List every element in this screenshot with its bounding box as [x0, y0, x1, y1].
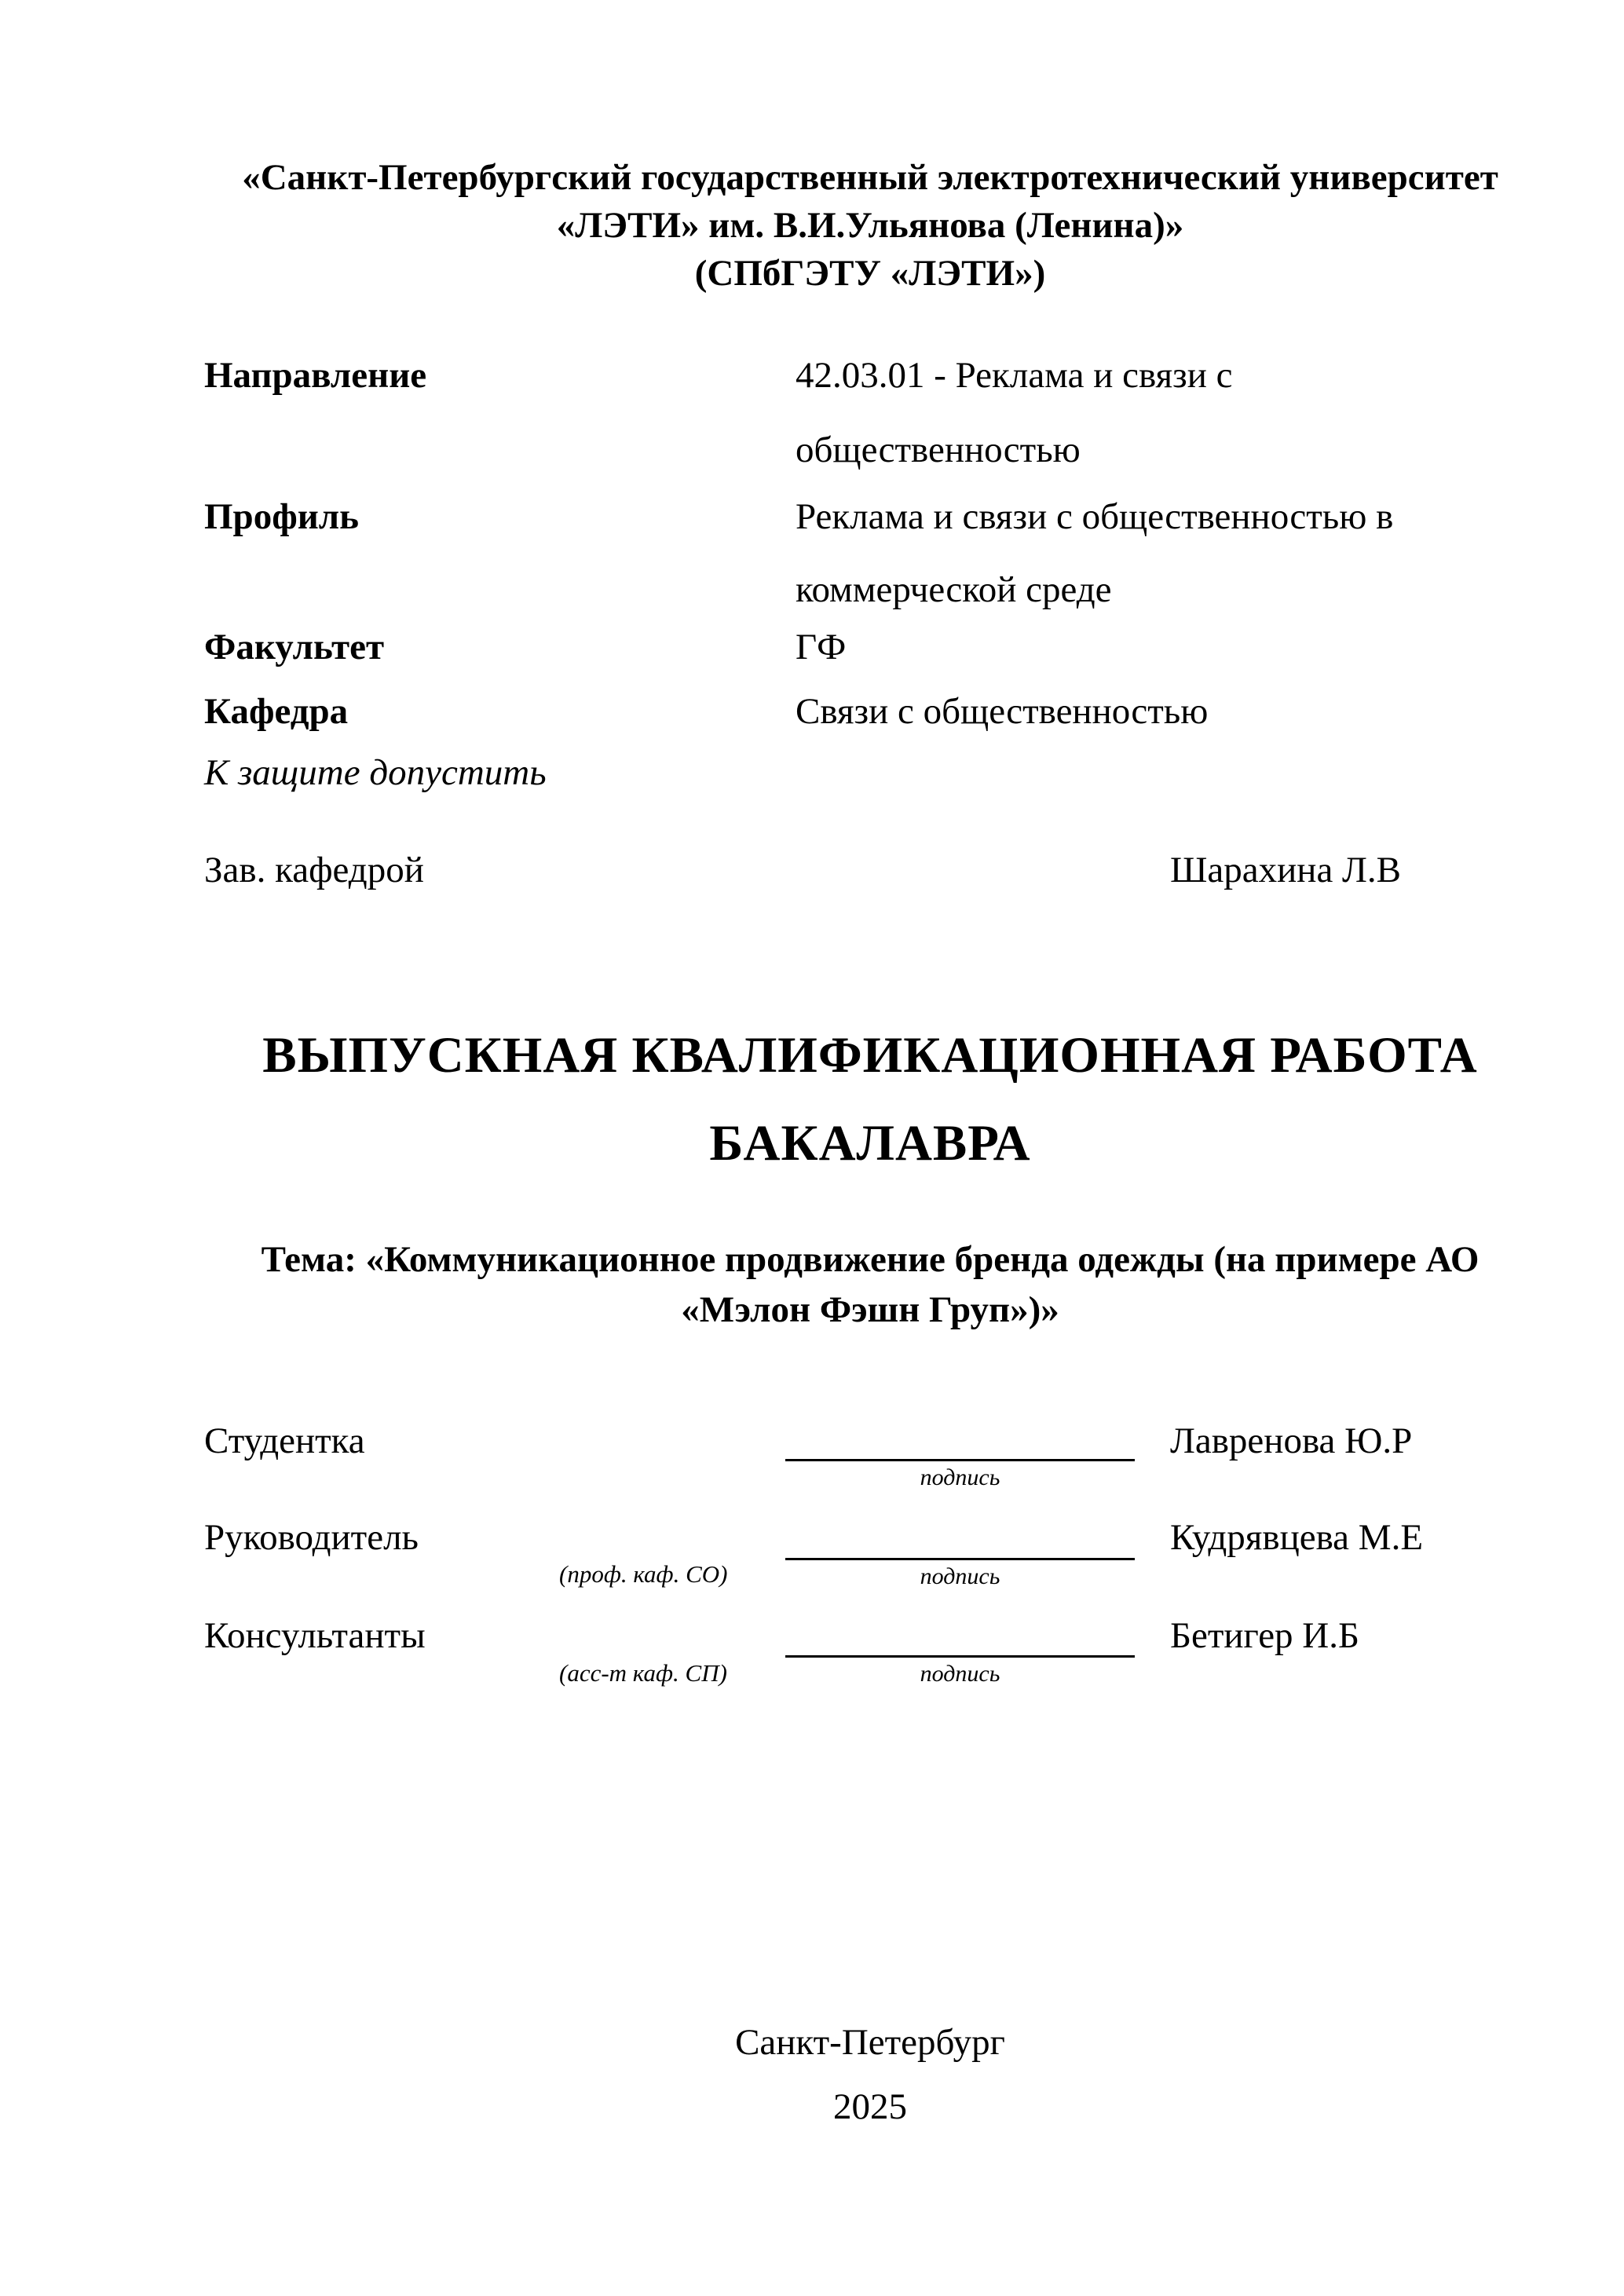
main-title-line1: ВЫПУСКНАЯ КВАЛИФИКАЦИОННАЯ РАБОТА: [262, 1027, 1478, 1084]
footer: [204, 2010, 1536, 2139]
supervisor-signature-line: [785, 1558, 1135, 1560]
student-signature-caption: подпись: [920, 1464, 1000, 1490]
university-name-line1: «Санкт-Петербургский государственный электротехнический университет: [242, 157, 1498, 198]
consultant-subrole: (асс-т каф. СП): [559, 1659, 727, 1687]
direction-value-line1: 42.03.01 - Реклама и связи с: [796, 355, 1233, 396]
topic: [204, 1234, 1536, 1335]
consultant-signature-line: [785, 1655, 1135, 1658]
profile-value-line1: Реклама и связи с общественностью в: [796, 496, 1394, 537]
department-head-label: Зав. кафедрой: [204, 850, 424, 890]
university-header: [204, 154, 1536, 298]
topic-line2: «Мэлон Фэшн Груп»)»: [681, 1289, 1059, 1330]
faculty-label: Факультет: [204, 627, 385, 667]
student-role-label: Студентка: [204, 1420, 365, 1461]
footer-city: Санкт-Петербург: [735, 2022, 1005, 2063]
main-title-line2: БАКАЛАВРА: [709, 1115, 1031, 1172]
footer-year: 2025: [833, 2086, 907, 2127]
consultant-role-label: Консультанты: [204, 1615, 426, 1656]
university-name-line2: «ЛЭТИ» им. В.И.Ульянова (Ленина)»: [556, 205, 1184, 246]
profile-value-line2: коммерческой среде: [796, 569, 1112, 610]
direction-label: Направление: [204, 355, 427, 396]
consultant-name: Бетигер И.Б: [1170, 1615, 1359, 1656]
topic-line1: Тема: «Коммуникационное продвижение бренда одежды (на примере АО: [261, 1239, 1480, 1280]
direction-value-line2: общественностью: [796, 430, 1081, 470]
student-signature-line: [785, 1459, 1135, 1461]
supervisor-signature-caption: подпись: [920, 1563, 1000, 1589]
student-name: Лавренова Ю.Р: [1170, 1420, 1413, 1461]
department-head-name: Шарахина Л.В: [1170, 850, 1402, 890]
profile-label: Профиль: [204, 496, 360, 537]
faculty-value: ГФ: [796, 627, 847, 667]
department-value: Связи с общественностью: [796, 691, 1209, 732]
consultant-signature-caption: подпись: [920, 1661, 1000, 1687]
supervisor-name: Кудрявцева М.Е: [1170, 1517, 1424, 1558]
supervisor-role-label: Руководитель: [204, 1517, 419, 1558]
department-label: Кафедра: [204, 691, 349, 732]
university-name-line3: (СПбГЭТУ «ЛЭТИ»): [694, 253, 1046, 294]
supervisor-subrole: (проф. каф. СО): [559, 1560, 728, 1588]
admission-note: К защите допустить: [204, 752, 547, 793]
